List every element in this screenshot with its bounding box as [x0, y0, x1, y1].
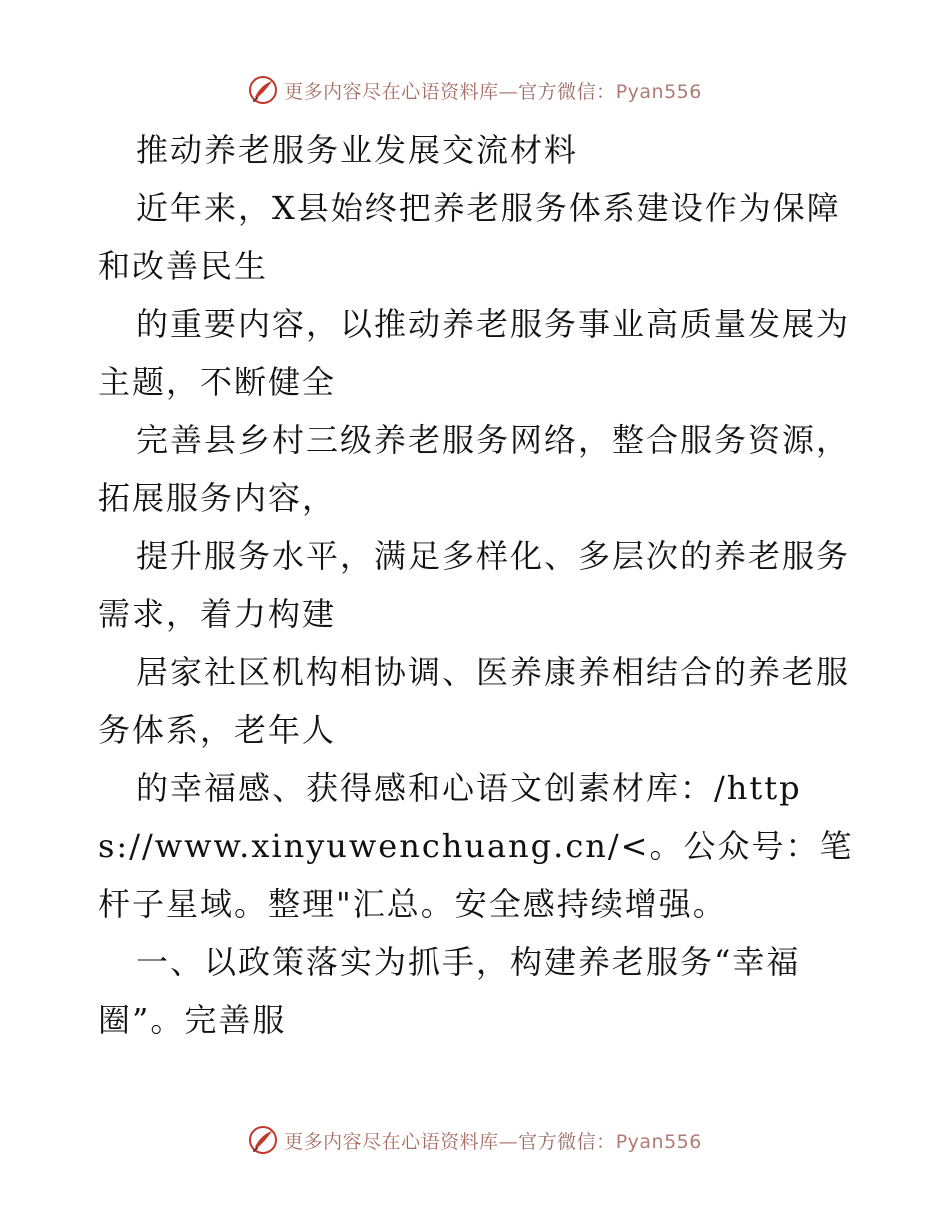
header-wechat-label: 官方微信： — [518, 80, 616, 103]
footer-banner-main: 更多内容尽在心语资料库 — [284, 1130, 499, 1153]
document-paragraph: 的重要内容，以推动养老服务事业高质量发展为主题，不断健全 — [98, 305, 851, 401]
footer-wechat-label: 官方微信： — [518, 1130, 616, 1153]
quill-logo-icon — [248, 1125, 278, 1155]
document-title: 推动养老服务业发展交流材料 — [136, 131, 579, 169]
document-paragraph-with-link: 的幸福感、获得感和心语文创素材库：/https://www.xinyuwenchuang.cn/<。公众号：笔杆子星域。整理"汇总。安全感持续增强。 — [98, 769, 854, 923]
header-wechat-id: Pyan556 — [615, 80, 702, 103]
header-watermark-banner — [0, 70, 950, 110]
document-body — [98, 121, 858, 1049]
footer-wechat-id: Pyan556 — [615, 1130, 702, 1153]
header-banner-dash: — — [498, 80, 519, 103]
document-paragraph: 完善县乡村三级养老服务网络，整合服务资源，拓展服务内容， — [98, 421, 851, 517]
document-paragraph: 提升服务水平，满足多样化、多层次的养老服务需求，着力构建 — [98, 537, 851, 633]
footer-banner-text — [284, 1127, 702, 1154]
footer-banner-dash: — — [498, 1130, 519, 1153]
document-paragraph: 居家社区机构相协调、医养康养相结合的养老服务体系，老年人 — [98, 653, 851, 749]
section-heading-1: 一、以政策落实为抓手，构建养老服务“幸福圈”。完善服 — [98, 943, 801, 1039]
quill-logo-icon — [248, 75, 278, 105]
footer-watermark-banner — [0, 1120, 950, 1160]
header-banner-main: 更多内容尽在心语资料库 — [284, 80, 499, 103]
document-paragraph: 近年来，X县始终把养老服务体系建设作为保障和改善民生 — [98, 189, 841, 285]
header-banner-text — [284, 77, 702, 104]
